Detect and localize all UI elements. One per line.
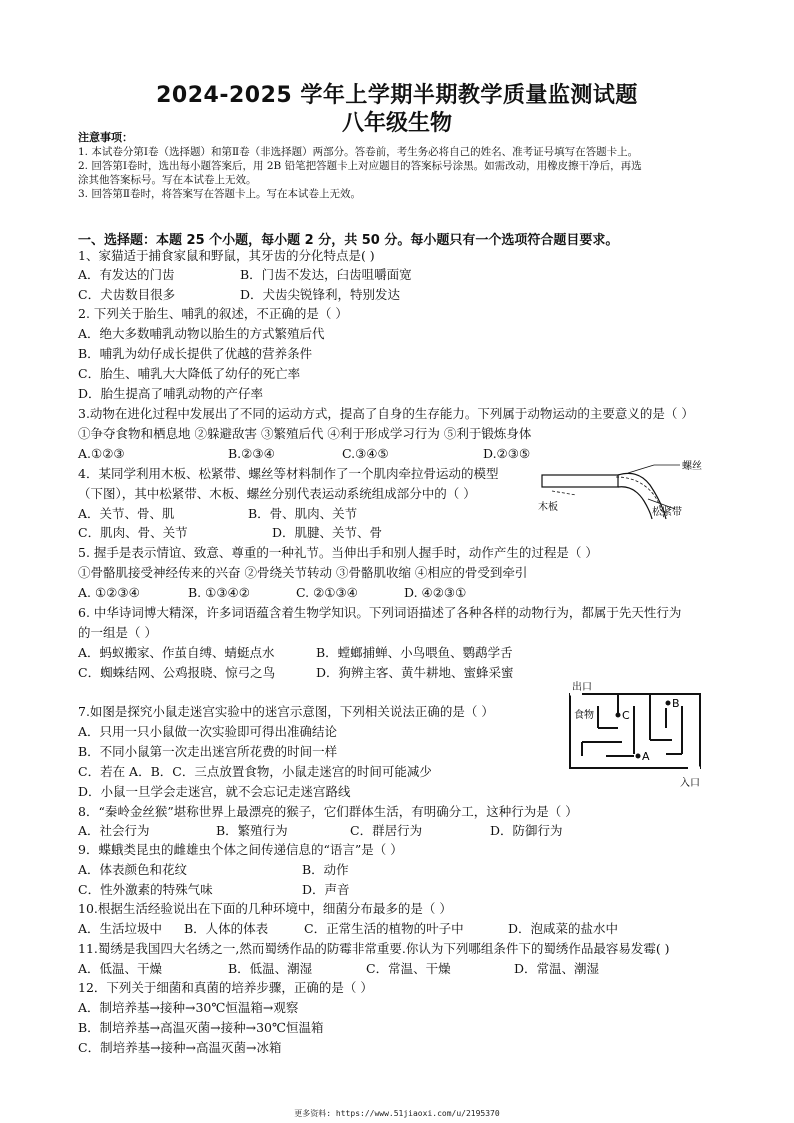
option-b: B．动作 (302, 862, 349, 877)
question-stem: 2. 下列关于胎生、哺乳的叙述，不正确的是（ ） (78, 306, 348, 321)
question-stem: 7.如图是探究小鼠走迷宫实验中的迷宫示意图，下列相关说法正确的是（ ） (78, 704, 494, 719)
option-a: A．绝大多数哺乳动物以胎生的方式繁殖后代 (78, 326, 325, 341)
option-c: C．常温、干燥 (366, 961, 451, 976)
option-a: A．社会行为 (78, 823, 150, 838)
option-d: D．防御行为 (490, 823, 563, 838)
option-a: A．体表颜色和花纹 (78, 862, 188, 877)
label-band: 松紧带 (652, 507, 682, 518)
option-d: D.②③⑤ (483, 446, 531, 461)
question-stem: 1、家猫适于捕食家鼠和野鼠，其牙齿的分化特点是( ) (78, 248, 375, 263)
exam-title: 2024-2025 学年上学期半期教学质量监测试题 (156, 83, 638, 108)
label-point-c: C (622, 709, 630, 722)
question-stem: 12．下列关于细菌和真菌的培养步骤，正确的是（ ） (78, 980, 373, 995)
notes-line: 2. 回答第Ⅰ卷时，选出每小题答案后，用 2B 铅笔把答题卡上对应题目的答案标号涂黑。如需改动，用橡皮擦干净后，再选 (78, 160, 642, 172)
option-c: C．性外激素的特殊气味 (78, 882, 213, 897)
label-point-b: B (672, 697, 680, 710)
option-c: C．制培养基→接种→高温灭菌→冰箱 (78, 1040, 282, 1055)
option-d: D．肌腱、关节、骨 (272, 525, 383, 540)
option-b: B．低温、潮湿 (228, 961, 313, 976)
question-stem: 5. 握手是表示情谊、致意、尊重的一种礼节。当伸出手和别人握手时，动作产生的过程是（ ） (78, 545, 598, 560)
option-d: D．胎生提高了哺乳动物的产仔率 (78, 386, 264, 401)
option-c: C．犬齿数目很多 (78, 287, 176, 302)
option-c: C．蜘蛛结网、公鸡报晓、惊弓之鸟 (78, 665, 276, 680)
question-stem: 4．某同学利用木板、松紧带、螺丝等材料制作了一个肌肉牵拉骨运动的模型 (78, 466, 499, 481)
question-stem: （下图），其中松紧带、木板、螺丝分别代表运动系统组成部分中的（ ） (78, 486, 476, 501)
notes-block (78, 131, 738, 201)
option-a: A．低温、干燥 (78, 961, 163, 976)
label-board: 木板 (538, 502, 558, 513)
label-point-a: A (642, 750, 650, 763)
option-c: C．若在 A．B．C．三点放置食物，小鼠走迷宫的时间可能减少 (78, 764, 432, 779)
option-b: B．人体的体表 (184, 921, 269, 936)
option-a: A．生活垃圾中 (78, 921, 163, 936)
option-b: B. ①③④② (188, 585, 250, 600)
option-a: A．有发达的门齿 (78, 267, 175, 282)
option-b: B．制培养基→高温灭菌→接种→30℃恒温箱 (78, 1020, 324, 1035)
maze-figure (562, 678, 722, 794)
option-d: D．小鼠一旦学会走迷宫，就不会忘记走迷宫路线 (78, 784, 351, 799)
option-d: D. ④②③① (404, 585, 467, 600)
label-entrance: 入口 (680, 778, 700, 789)
option-b: B．不同小鼠第一次走出迷宫所花费的时间一样 (78, 744, 338, 759)
option-d: D．常温、潮湿 (514, 961, 600, 976)
exam-subject: 八年级生物 (341, 111, 452, 136)
option-c: C．群居行为 (350, 823, 423, 838)
question-stem: 9．蝶蛾类昆虫的雌雄虫个体之间传递信息的“语言”是（ ） (78, 842, 403, 857)
option-a: A．制培养基→接种→30℃恒温箱→观察 (78, 1000, 299, 1015)
option-d: D．声音 (302, 882, 350, 897)
option-c: C.③④⑤ (342, 446, 389, 461)
notes-heading: 注意事项： (78, 131, 133, 144)
notes-line: 3. 回答第Ⅱ卷时，将答案写在答题卡上。写在本试卷上无效。 (78, 188, 361, 200)
question-stem: 10.根据生活经验说出在下面的几种环境中，细菌分布最多的是（ ） (78, 901, 452, 916)
option-a: A. ①②③④ (78, 585, 140, 600)
notes-line: 涂其他答案标号。写在本试卷上无效。 (78, 174, 257, 186)
label-screw: 螺丝 (682, 461, 702, 472)
option-a: A．只用一只小鼠做一次实验即可得出准确结论 (78, 724, 338, 739)
point-c-dot (616, 713, 621, 718)
option-b: B．繁殖行为 (216, 823, 288, 838)
option-c: C．肌肉、骨、关节 (78, 525, 188, 540)
option-b: B.②③④ (228, 446, 275, 461)
option-a: A．蚂蚁搬家、作茧自缚、蜻蜓点水 (78, 645, 275, 660)
option-c: C．胎生、哺乳大大降低了幼仔的死亡率 (78, 366, 301, 381)
option-d: D．泡咸菜的盐水中 (508, 921, 619, 936)
label-food: 食物 (574, 710, 594, 721)
notes-line: 1. 本试卷分第Ⅰ卷（选择题）和第Ⅱ卷（非选择题）两部分。答卷前，考生务必将自己的姓名、准考证号填写在答题卡上。 (78, 146, 639, 158)
question-stem: 6. 中华诗词博大精深，许多词语蕴含着生物学知识。下列词语描述了各种各样的动物行为，都属于先天性行为 (78, 605, 682, 620)
option-b: B．哺乳为幼仔成长提供了优越的营养条件 (78, 346, 313, 361)
option-b: B．螳螂捕蝉、小鸟喂鱼、鹦鹉学舌 (316, 645, 513, 660)
question-stem: 8．“秦岭金丝猴”堪称世界上最漂亮的猴子，它们群体生活，有明确分工，这种行为是（ ） (78, 804, 578, 819)
question-items: ①骨骼肌接受神经传来的兴奋 ②骨绕关节转动 ③骨骼肌收缩 ④相应的骨受到牵引 (78, 565, 528, 580)
question-stem: 11.蜀绣是我国四大名绣之一,然而蜀绣作品的防霉非常重要.你认为下列哪组条件下的蜀绣作品最容易发霉( ) (78, 941, 670, 956)
option-b: B．骨、肌肉、关节 (248, 506, 358, 521)
option-d: D．狗辨主客、黄牛耕地、蜜蜂采蜜 (316, 665, 514, 680)
option-a: A．关节、骨、肌 (78, 506, 175, 521)
option-b: B．门齿不发达，臼齿咀嚼面宽 (240, 267, 412, 282)
question-items: ①争夺食物和栖息地 ②躲避敌害 ③繁殖后代 ④利于形成学习行为 ⑤利于锻炼身体 (78, 426, 532, 441)
option-c: C．正常生活的植物的叶子中 (304, 921, 464, 936)
question-stem: 3.动物在进化过程中发展出了不同的运动方式，提高了自身的生存能力。下列属于动物运动的主要意义的是（ ） (78, 406, 694, 421)
option-d: D．犬齿尖锐锋利，特别发达 (240, 287, 401, 302)
question-stem: 的一组是（ ） (78, 625, 157, 640)
point-a-dot (636, 754, 641, 759)
option-a: A.①②③ (78, 446, 125, 461)
section-heading: 一、选择题：本题 25 个小题，每小题 2 分，共 50 分。每小题只有一个选项符合题目要求。 (78, 233, 619, 248)
label-exit: 出口 (572, 682, 592, 693)
footer-link[interactable]: 更多资料: https://www.51jiaoxi.com/u/2195370 (294, 1109, 500, 1118)
point-b-dot (666, 701, 671, 706)
muscle-model-figure (530, 455, 730, 525)
option-c: C. ②①③④ (296, 585, 358, 600)
